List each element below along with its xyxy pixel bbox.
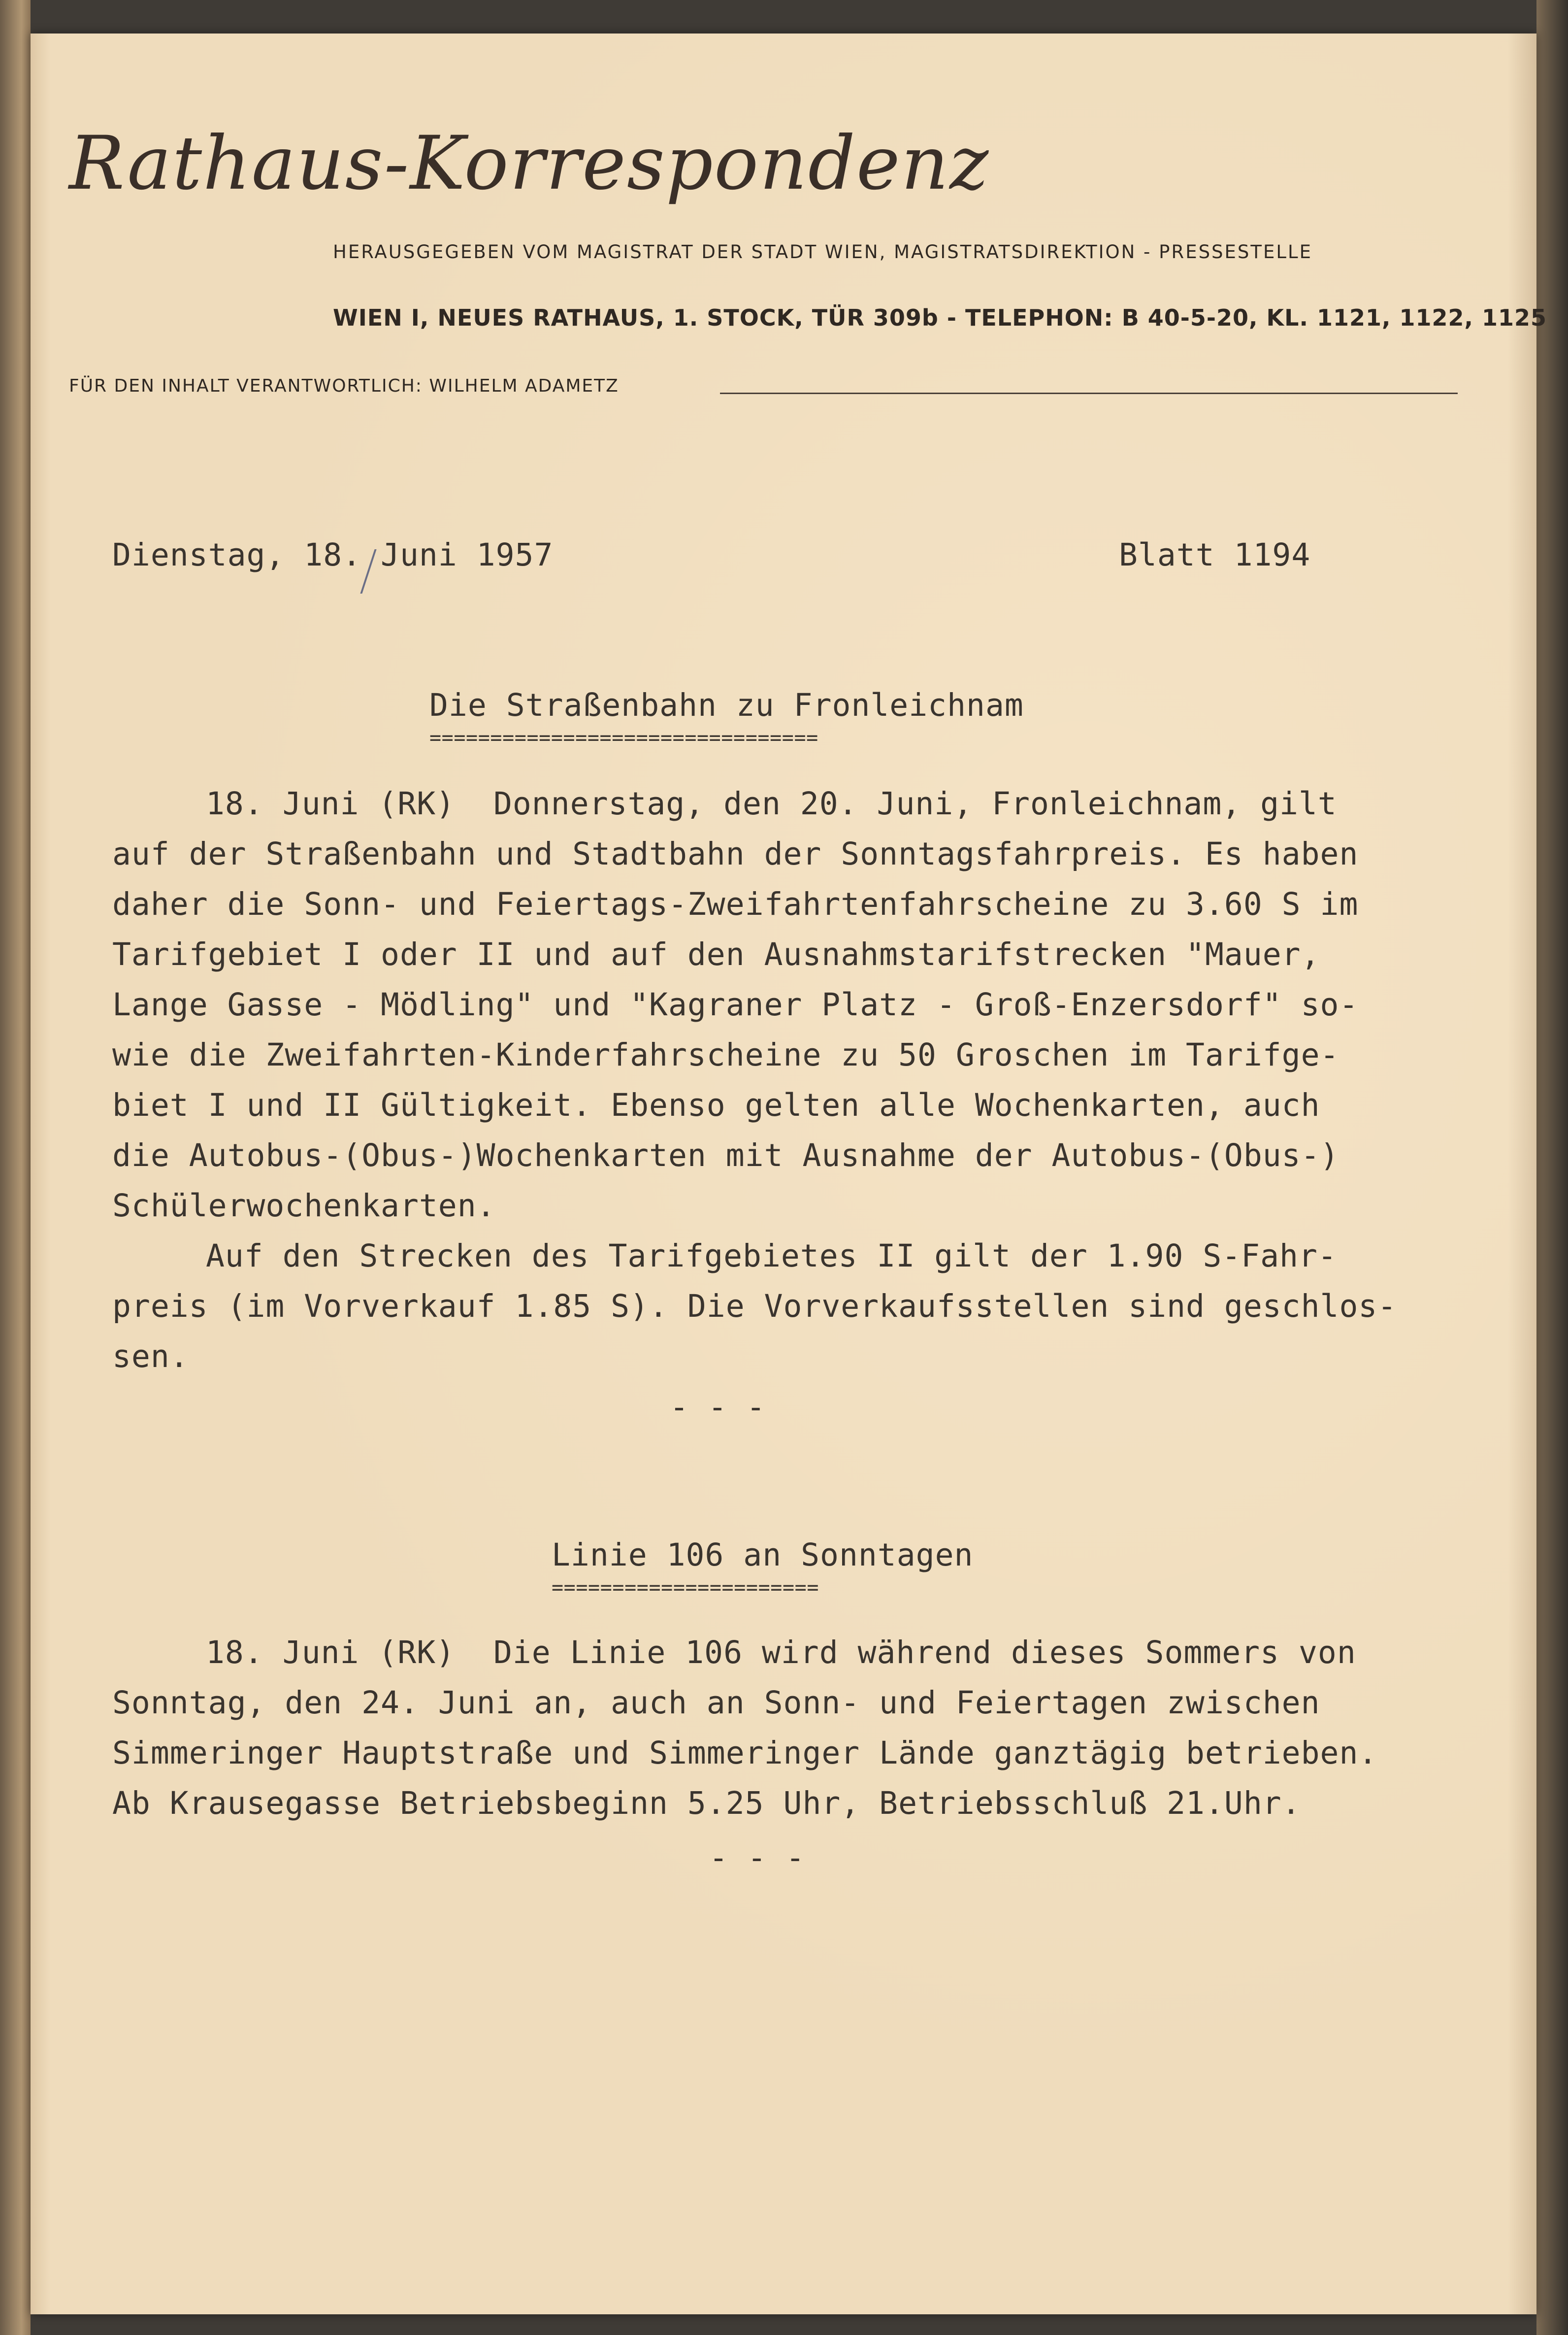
- article2-title: Linie 106 an Sonntagen: [552, 1537, 974, 1573]
- article2-title-underline: ======================: [552, 1576, 819, 1599]
- article1-line-6: wie die Zweifahrten-Kinderfahrscheine zu 50 Groschen im Tarifge-: [112, 1037, 1339, 1073]
- article2-line-2: Sonntag, den 24. Juni an, auch an Sonn- und Feiertagen zwischen: [112, 1685, 1320, 1721]
- article1-line-10: Auf den Strecken des Tarifgebietes II gilt der 1.90 S-Fahr-: [206, 1238, 1337, 1274]
- article1-line-12: sen.: [112, 1338, 189, 1374]
- publisher-line: HERAUSGEGEBEN VOM MAGISTRAT DER STADT WIEN, MAGISTRATSDIREKTION - PRESSESTELLE: [333, 241, 1312, 263]
- address-line: WIEN I, NEUES RATHAUS, 1. STOCK, TÜR 309b - TELEPHON: B 40-5-20, KL. 1121, 1122, 1125: [333, 304, 1547, 331]
- responsible-line: FÜR DEN INHALT VERANTWORTLICH: WILHELM ADAMETZ: [69, 376, 619, 396]
- article1-line-9: Schülerwochenkarten.: [112, 1188, 496, 1224]
- article1-title-underline: ================================: [429, 727, 818, 749]
- book-binding-edge: [0, 0, 31, 2335]
- article1-line-4: Tarifgebiet I oder II und auf den Ausnahmstarifstrecken "Mauer,: [112, 936, 1320, 972]
- article1-line-3: daher die Sonn- und Feiertags-Zweifahrtenfahrscheine zu 3.60 S im: [112, 886, 1359, 922]
- date-line: Dienstag, 18. Juni 1957: [112, 537, 554, 573]
- article2-line-3: Simmeringer Hauptstraße und Simmeringer Lände ganztägig betrieben.: [112, 1735, 1378, 1771]
- article2-line-1: 18. Juni (RK) Die Linie 106 wird während dieses Sommers von: [206, 1634, 1356, 1670]
- article2-separator: - - -: [709, 1840, 805, 1876]
- article1-line-8: die Autobus-(Obus-)Wochenkarten mit Ausnahme der Autobus-(Obus-): [112, 1137, 1339, 1173]
- header-rule: [720, 393, 1458, 394]
- sheet-number: Blatt 1194: [1119, 537, 1311, 573]
- article1-line-1: 18. Juni (RK) Donnerstag, den 20. Juni, Fronleichnam, gilt: [206, 786, 1337, 822]
- article1-line-2: auf der Straßenbahn und Stadtbahn der Sonntagsfahrpreis. Es haben: [112, 836, 1359, 872]
- article2-line-4: Ab Krausegasse Betriebsbeginn 5.25 Uhr, Betriebsschluß 21.Uhr.: [112, 1785, 1301, 1821]
- article1-title: Die Straßenbahn zu Fronleichnam: [429, 687, 1024, 723]
- article1-line-11: preis (im Vorverkauf 1.85 S). Die Vorverkaufsstellen sind geschlos-: [112, 1288, 1397, 1324]
- article1-line-7: biet I und II Gültigkeit. Ebenso gelten alle Wochenkarten, auch: [112, 1087, 1320, 1123]
- article1-separator: - - -: [670, 1389, 766, 1425]
- article1-line-5: Lange Gasse - Mödling" und "Kagraner Platz - Groß-Enzersdorf" so-: [112, 987, 1359, 1023]
- scan-background-edge: [1536, 0, 1568, 2335]
- masthead-title: Rathaus-Korrespondenz: [69, 121, 990, 206]
